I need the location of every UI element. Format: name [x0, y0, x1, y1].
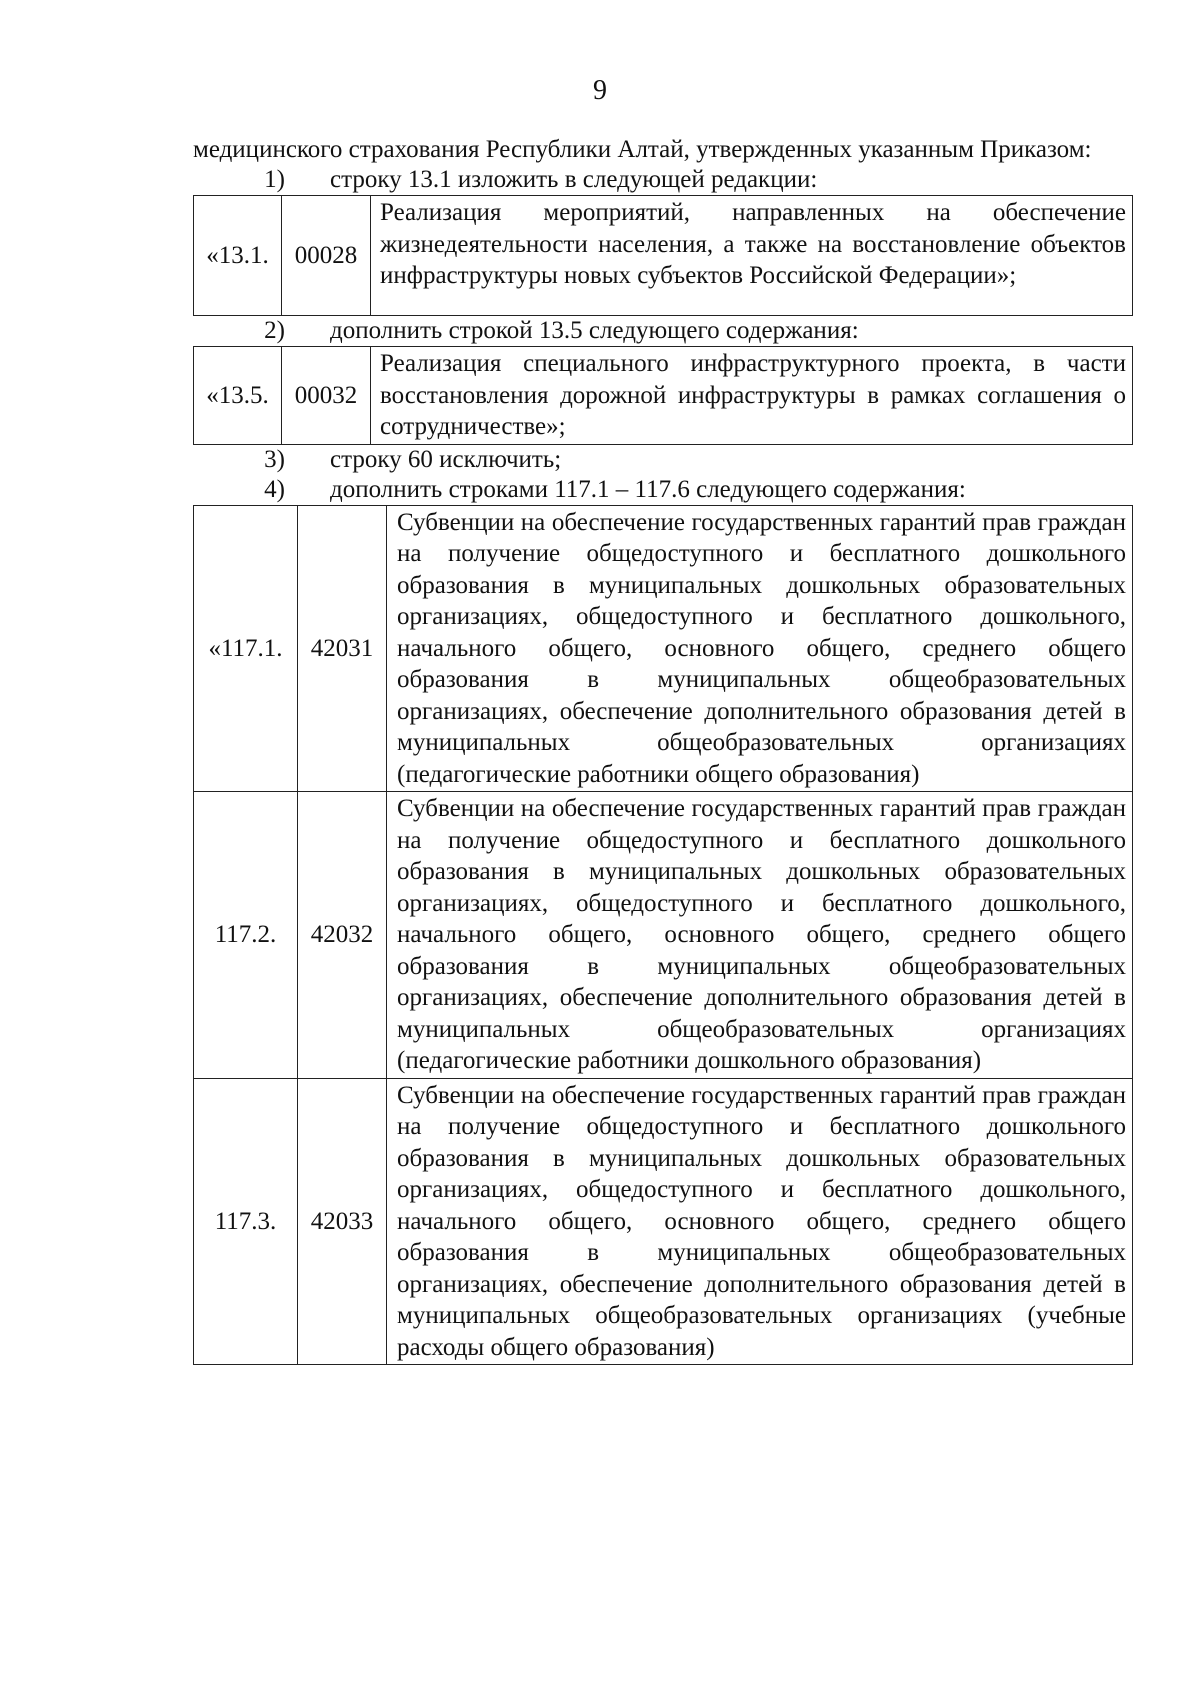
list-item — [193, 445, 1133, 475]
page-number: 9 — [593, 75, 607, 106]
row-number: «13.1. — [194, 196, 282, 316]
row-number: «13.5. — [194, 347, 282, 445]
item-text: строку 13.1 изложить в следующей редакции: — [330, 166, 818, 193]
item-text: строку 60 исключить; — [330, 445, 562, 473]
row-description: Субвенции на обеспечение государственных гарантий прав граждан на получение общедоступного и бесплатного дошкольного образования в муниципальных дошкольных образовательных организациях, общедоступного и бесплатного дошкольного, начального общего, основного общего, среднего общего образования в муниципальных общеобразовательных организациях, обеспечение дополнительного образования детей в муниципальных общеобразовательных организациях (педагогические работники дошкольного образования) — [387, 792, 1133, 1079]
row-code: 42033 — [298, 1078, 387, 1365]
table-row — [194, 505, 1133, 792]
row-number: 117.3. — [194, 1078, 298, 1365]
row-description: Реализация мероприятий, направленных на обеспечение жизнедеятельности населения, а также на восстановление объектов инфраструктуры новых субъектов Российской Федерации»; — [371, 196, 1133, 316]
table-row — [194, 347, 1133, 445]
row-description: Субвенции на обеспечение государственных гарантий прав граждан на получение общедоступного и бесплатного дошкольного образования в муниципальных дошкольных образовательных организациях, общедоступного и бесплатного дошкольного, начального общего, основного общего, среднего общего образования в муниципальных общеобразовательных организациях, обеспечение дополнительного образования детей в муниципальных общеобразовательных организациях (педагогические работники общего образования) — [387, 505, 1133, 792]
table-row-13-5 — [193, 346, 1133, 445]
row-description: Субвенции на обеспечение государственных гарантий прав граждан на получение общедоступного и бесплатного дошкольного образования в муниципальных дошкольных образовательных организациях, общедоступного и бесплатного дошкольного, начального общего, основного общего, среднего общего образования в муниципальных общеобразовательных организациях, обеспечение дополнительного образования детей в муниципальных общеобразовательных организациях (учебные расходы общего образования) — [387, 1078, 1133, 1365]
item-number: 1) — [264, 166, 285, 193]
row-code: 00032 — [282, 347, 371, 445]
row-number: 117.2. — [194, 792, 298, 1079]
list-item — [193, 165, 1133, 195]
item-number: 3) — [264, 445, 285, 473]
table-row — [194, 792, 1133, 1079]
document-body — [193, 134, 1133, 1365]
list-item — [193, 475, 1133, 505]
table-row-13-1 — [193, 195, 1133, 316]
item-text: дополнить строкой 13.5 следующего содержания: — [330, 317, 859, 344]
table-row — [194, 1078, 1133, 1365]
item-text: дополнить строками 117.1 – 117.6 следующего содержания: — [330, 475, 966, 503]
intro-paragraph: медицинского страхования Республики Алтай, утвержденных указанным Приказом: — [193, 136, 1092, 163]
item-number: 2) — [264, 317, 285, 344]
item-number: 4) — [264, 475, 285, 503]
row-code: 00028 — [282, 196, 371, 316]
row-number: «117.1. — [194, 505, 298, 792]
row-code: 42032 — [298, 792, 387, 1079]
table-row — [194, 196, 1133, 316]
table-rows-117 — [193, 505, 1133, 1366]
row-description: Реализация специального инфраструктурного проекта, в части восстановления дорожной инфраструктуры в рамках соглашения о сотрудничестве»; — [371, 347, 1133, 445]
row-code: 42031 — [298, 505, 387, 792]
list-item — [193, 316, 1133, 346]
